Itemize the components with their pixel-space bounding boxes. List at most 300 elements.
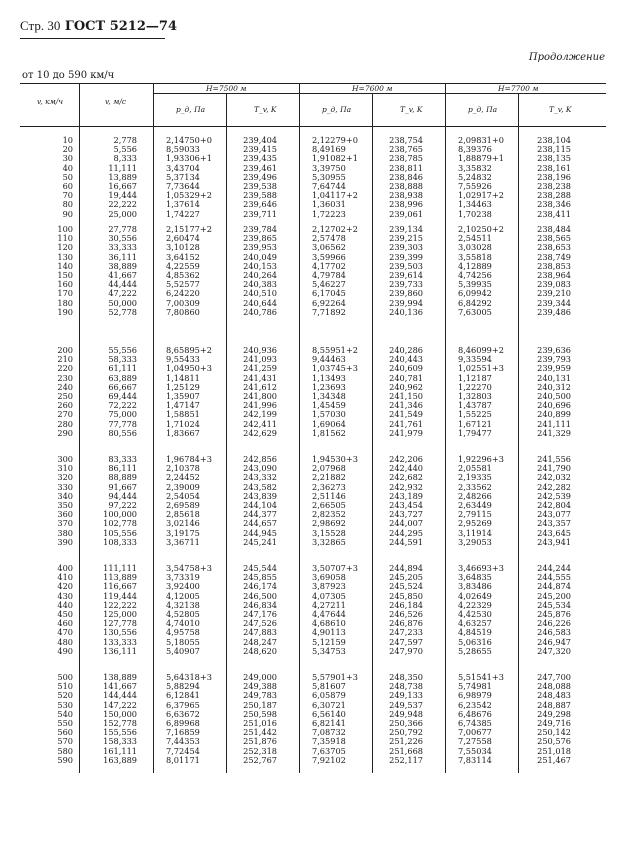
temp-cell-h7500: 241,259 [243,363,277,374]
speed-ms-cell: 77,778 [108,418,137,429]
pressure-cell-h7600: 3,50707+3 [312,563,358,573]
pressure-cell-h7500: 1,35907 [166,391,200,401]
temp-cell-h7600: 241,549 [389,409,423,420]
temp-cell-h7700: 239,344 [537,297,571,308]
pressure-cell-h7700: 3,55818 [458,251,492,262]
temp-cell-h7500: 242,629 [243,427,277,438]
temp-cell-h7700: 238,653 [537,242,571,253]
pressure-cell-h7700: 2,05581 [458,463,492,474]
pressure-cell-h7600: 1,13493 [312,372,346,383]
temp-cell-h7500: 246,834 [243,599,277,610]
pressure-cell-h7500: 3,73319 [166,572,200,583]
speed-ms-cell: 58,333 [108,354,137,365]
temp-cell-h7700: 241,790 [537,463,571,474]
temp-cell-h7500: 251,442 [243,727,277,738]
temp-cell-h7700: 250,142 [537,727,571,738]
pressure-cell-h7500: 7,16859 [166,727,200,738]
speed-ms-cell: 113,889 [103,572,137,583]
speed-kmh-cell: 430 [57,590,73,601]
pressure-cell-h7700: 5,28655 [458,645,492,656]
speed-ms-cell: 119,444 [103,590,137,601]
temp-cell-h7600: 240,286 [389,345,423,355]
temp-cell-h7700: 242,032 [537,472,571,483]
speed-ms-cell: 36,111 [108,251,137,262]
speed-kmh-cell: 490 [57,645,73,656]
pressure-cell-h7500: 5,88294 [166,681,200,692]
temp-cell-h7700: 245,534 [537,599,571,610]
temp-cell-h7600: 238,765 [389,144,423,155]
pressure-cell-h7600: 4,68610 [312,618,346,629]
range-note: от 10 до 590 км/ч [22,70,115,81]
temp-cell-h7600: 251,668 [389,745,423,756]
temp-cell-h7600: 243,189 [389,490,423,501]
temp-cell-h7600: 250,366 [389,718,423,728]
speed-kmh-cell: 240 [57,381,73,392]
temp-cell-h7500: 244,657 [243,518,277,529]
temp-cell-h7500: 239,865 [243,233,277,244]
speed-ms-cell: 97,222 [108,500,137,510]
temp-cell-h7700: 239,083 [537,279,571,290]
pressure-cell-h7500: 3,19175 [166,527,200,538]
temp-cell-h7700: 240,312 [537,381,571,392]
pressure-cell-h7700: 3,46693+3 [458,563,504,573]
speed-ms-cell: 19,444 [108,190,137,201]
pressure-cell-h7700: 1,43787 [458,400,492,411]
speed-kmh-cell: 130 [57,251,73,262]
temp-cell-h7700: 247,320 [537,645,571,656]
pressure-cell-h7500: 7,73644 [166,181,200,191]
temp-cell-h7600: 239,134 [389,224,423,234]
speed-ms-cell: 161,111 [103,745,137,756]
pressure-cell-h7700: 5,39935 [458,279,492,290]
pressure-cell-h7700: 3,03028 [458,242,492,253]
temp-cell-h7500: 250,187 [243,699,277,710]
pressure-cell-h7700: 1,02917+2 [458,190,504,201]
temp-cell-h7700: 248,483 [537,690,571,701]
pressure-cell-h7600: 6,82141 [312,718,346,728]
temp-cell-h7700: 244,244 [537,563,571,573]
temp-cell-h7500: 240,383 [243,279,277,290]
speed-kmh-cell: 70 [62,190,73,201]
pressure-cell-h7700: 5,24832 [458,171,492,182]
speed-kmh-cell: 580 [57,745,73,756]
speed-kmh-cell: 10 [62,135,73,145]
speed-kmh-cell: 510 [57,681,73,692]
pressure-cell-h7700: 1,88879+1 [458,153,504,164]
temp-cell-h7500: 239,496 [243,171,277,182]
pressure-cell-h7700: 1,32803 [458,391,492,401]
pressure-cell-h7600: 3,15528 [312,527,346,538]
speed-kmh-cell: 110 [57,233,73,244]
pressure-cell-h7600: 1,69064 [312,418,346,429]
pressure-cell-h7500: 3,54758+3 [166,563,212,573]
speed-ms-cell: 27,778 [108,224,137,234]
temp-cell-h7600: 248,738 [389,681,423,692]
speed-ms-header: v, м/с [105,97,127,106]
pressure-cell-h7500: 3,36711 [166,536,200,547]
pressure-cell-h7600: 4,17702 [312,260,346,271]
temp-cell-h7700: 239,486 [537,306,571,317]
pressure-cell-h7600: 4,47644 [312,609,346,619]
pressure-cell-h7600: 7,64744 [312,181,346,191]
column-divider [299,83,300,773]
pressure-cell-h7700: 4,74256 [458,270,492,280]
temp-cell-h7600: 238,846 [389,171,423,182]
pressure-cell-h7600: 4,79784 [312,270,346,280]
column-divider [79,83,80,773]
speed-ms-cell: 122,222 [103,599,137,610]
pressure-cell-h7700: 1,70238 [458,208,492,219]
pressure-cell-h7500: 1,25129 [166,381,200,392]
pressure-cell-h7700: 1,12187 [458,372,492,383]
temp-cell-h7700: 239,210 [537,288,571,299]
temp-cell-h7500: 241,800 [243,391,277,401]
speed-kmh-cell: 290 [57,427,73,438]
temp-cell-h7600: 238,888 [389,181,423,191]
speed-kmh-cell: 370 [57,518,73,529]
page-number: Стр. 30 [20,18,61,33]
pressure-cell-h7600: 1,23693 [312,381,346,392]
pressure-cell-h7700: 4,12889 [458,260,492,271]
temp-cell-h7500: 240,786 [243,306,277,317]
temp-cell-h7700: 238,853 [537,260,571,271]
speed-kmh-cell: 440 [57,599,73,610]
pressure-cell-h7500: 1,47147 [166,400,200,411]
pressure-cell-h7500: 3,10128 [166,242,200,253]
speed-kmh-cell: 50 [62,171,73,182]
temp-cell-h7600: 249,537 [389,699,423,710]
temp-cell-h7600: 244,007 [389,518,423,529]
temp-cell-h7600: 242,932 [389,481,423,492]
speed-ms-cell: 44,444 [108,279,137,290]
pressure-cell-h7700: 5,51541+3 [458,672,504,682]
pressure-header-1: p_д, Па [176,105,206,114]
temp-cell-h7700: 243,357 [537,518,571,529]
pressure-cell-h7500: 5,18055 [166,636,200,647]
pressure-cell-h7700: 6,74385 [458,718,492,728]
pressure-cell-h7700: 8,39376 [458,144,492,155]
temp-cell-h7600: 240,962 [389,381,423,392]
speed-kmh-cell: 320 [57,472,73,483]
pressure-cell-h7600: 1,45459 [312,400,346,411]
speed-ms-cell: 2,778 [113,135,137,145]
temp-cell-h7500: 239,588 [243,190,277,201]
speed-ms-cell: 47,222 [108,288,137,299]
temp-cell-h7500: 247,526 [243,618,277,629]
speed-kmh-cell: 30 [62,153,73,164]
pressure-cell-h7500: 5,37134 [166,171,200,182]
temp-cell-h7700: 238,565 [537,233,571,244]
speed-kmh-cell: 390 [57,536,73,547]
pressure-cell-h7600: 2,07968 [312,463,346,474]
pressure-cell-h7500: 1,71024 [166,418,200,429]
pressure-cell-h7700: 6,98979 [458,690,492,701]
speed-ms-cell: 100,000 [103,509,137,520]
temp-cell-h7700: 242,282 [537,481,571,492]
speed-ms-cell: 69,444 [108,391,137,401]
pressure-cell-h7700: 2,10250+2 [458,224,504,234]
temp-cell-h7700: 239,793 [537,354,571,365]
speed-kmh-cell: 210 [57,354,73,365]
altitude-header-rule [153,93,606,94]
pressure-cell-h7500: 3,92400 [166,581,200,592]
temp-cell-h7700: 240,899 [537,409,571,420]
temp-cell-h7500: 239,711 [243,208,277,219]
pressure-cell-h7700: 2,79115 [458,509,492,520]
speed-kmh-cell: 360 [57,509,73,520]
speed-kmh-cell: 560 [57,727,73,738]
temp-cell-h7500: 247,883 [243,627,277,638]
speed-ms-cell: 8,333 [113,153,137,164]
altitude-header-3: H=7700 м [498,84,539,93]
continuation-label: Продолжение [528,52,605,63]
speed-ms-cell: 11,111 [108,162,137,173]
speed-ms-cell: 130,556 [103,627,137,638]
temp-cell-h7600: 244,295 [389,527,423,538]
pressure-cell-h7700: 4,02649 [458,590,492,601]
temp-cell-h7600: 241,346 [389,400,423,411]
temp-cell-h7600: 246,526 [389,609,423,619]
temp-cell-h7600: 251,226 [389,736,423,747]
temp-cell-h7500: 250,598 [243,708,277,719]
altitude-header-2: H=7600 м [352,84,393,93]
pressure-cell-h7500: 1,05329+2 [166,190,212,201]
temp-cell-h7700: 239,959 [537,363,571,374]
speed-ms-cell: 63,889 [108,372,137,383]
pressure-cell-h7600: 1,81562 [312,427,346,438]
speed-kmh-cell: 350 [57,500,73,510]
pressure-cell-h7600: 1,91082+1 [312,153,358,164]
temp-cell-h7600: 239,215 [389,233,423,244]
pressure-cell-h7500: 6,63672 [166,708,200,719]
temp-cell-h7600: 248,350 [389,672,423,682]
temp-cell-h7500: 246,174 [243,581,277,592]
pressure-cell-h7500: 5,64318+3 [166,672,212,682]
pressure-cell-h7600: 8,55951+2 [312,345,358,355]
speed-ms-cell: 152,778 [103,718,137,728]
temp-cell-h7500: 243,839 [243,490,277,501]
pressure-cell-h7500: 2,39009 [166,481,200,492]
speed-ms-cell: 127,778 [103,618,137,629]
pressure-cell-h7700: 2,33562 [458,481,492,492]
temp-cell-h7600: 250,792 [389,727,423,738]
temp-cell-h7700: 247,700 [537,672,571,682]
speed-kmh-cell: 280 [57,418,73,429]
temp-cell-h7700: 246,583 [537,627,571,638]
temp-cell-h7600: 240,136 [389,306,423,317]
pressure-cell-h7600: 3,69058 [312,572,346,583]
temp-cell-h7500: 239,435 [243,153,277,164]
pressure-cell-h7600: 4,27211 [312,599,346,610]
temp-cell-h7500: 241,612 [243,381,277,392]
speed-ms-cell: 138,889 [103,672,137,682]
speed-kmh-cell: 340 [57,490,73,501]
temp-cell-h7700: 238,288 [537,190,571,201]
temp-cell-h7700: 238,749 [537,251,571,262]
pressure-cell-h7500: 4,32138 [166,599,200,610]
speed-ms-cell: 102,778 [103,518,137,529]
temp-cell-h7700: 249,716 [537,718,571,728]
pressure-cell-h7700: 1,55225 [458,409,492,420]
speed-kmh-cell: 460 [57,618,73,629]
temp-cell-h7700: 241,329 [537,427,571,438]
temp-cell-h7500: 240,264 [243,270,277,280]
temp-cell-h7600: 243,727 [389,509,423,520]
temp-cell-h7700: 240,500 [537,391,571,401]
speed-kmh-cell: 590 [57,754,73,765]
speed-ms-cell: 66,667 [108,381,137,392]
speed-ms-cell: 133,333 [103,636,137,647]
pressure-cell-h7500: 6,12841 [166,690,200,701]
speed-ms-cell: 13,889 [108,171,137,182]
temp-cell-h7700: 244,555 [537,572,571,583]
temp-cell-h7600: 244,591 [389,536,423,547]
pressure-cell-h7500: 6,24220 [166,288,200,299]
column-divider [153,83,154,773]
temp-cell-h7600: 239,503 [389,260,423,271]
speed-ms-cell: 158,333 [103,736,137,747]
temp-cell-h7700: 242,804 [537,500,571,510]
speed-kmh-cell: 200 [57,345,73,355]
speed-ms-cell: 116,667 [103,581,137,592]
temp-cell-h7600: 247,970 [389,645,423,656]
speed-ms-cell: 150,000 [103,708,137,719]
pressure-cell-h7500: 4,22559 [166,260,200,271]
pressure-cell-h7500: 2,60474 [166,233,200,244]
temp-cell-h7700: 251,467 [537,754,571,765]
speed-kmh-cell: 330 [57,481,73,492]
temp-cell-h7500: 246,500 [243,590,277,601]
temp-cell-h7600: 238,785 [389,153,423,164]
temp-cell-h7500: 241,996 [243,400,277,411]
pressure-cell-h7500: 1,58851 [166,409,200,420]
pressure-cell-h7500: 7,00309 [166,297,200,308]
temp-cell-h7600: 247,597 [389,636,423,647]
pressure-cell-h7500: 6,37965 [166,699,200,710]
temp-cell-h7700: 243,077 [537,509,571,520]
pressure-cell-h7700: 6,09942 [458,288,492,299]
speed-kmh-cell: 120 [57,242,73,253]
pressure-cell-h7600: 3,39750 [312,162,346,173]
speed-kmh-cell: 470 [57,627,73,638]
speed-kmh-cell: 60 [62,181,73,191]
pressure-cell-h7600: 8,49169 [312,144,346,155]
temp-cell-h7500: 247,176 [243,609,277,619]
pressure-cell-h7600: 2,12702+2 [312,224,358,234]
pressure-cell-h7500: 9,55433 [166,354,200,365]
temp-cell-h7500: 239,461 [243,162,277,173]
standard-code: ГОСТ 5212—74 [64,19,177,34]
temp-cell-h7700: 244,874 [537,581,571,592]
pressure-cell-h7500: 1,74227 [166,208,200,219]
speed-kmh-header: v, км/ч [37,97,64,106]
pressure-cell-h7500: 2,15177+2 [166,224,212,234]
temp-cell-h7500: 240,510 [243,288,277,299]
temp-cell-h7600: 246,184 [389,599,423,610]
speed-kmh-cell: 220 [57,363,73,374]
pressure-cell-h7600: 4,07305 [312,590,346,601]
temp-cell-h7600: 239,994 [389,297,423,308]
pressure-cell-h7700: 6,23542 [458,699,492,710]
temp-cell-h7700: 249,298 [537,708,571,719]
speed-ms-cell: 33,333 [108,242,137,253]
pressure-cell-h7500: 7,72454 [166,745,200,756]
pressure-cell-h7500: 2,10378 [166,463,200,474]
temp-cell-h7500: 244,104 [243,500,277,510]
temp-cell-h7500: 245,544 [243,563,277,573]
temp-cell-h7600: 245,524 [389,581,423,592]
pressure-cell-h7500: 8,01171 [166,754,200,765]
temp-cell-h7600: 239,399 [389,251,423,262]
pressure-cell-h7700: 2,63449 [458,500,492,510]
pressure-cell-h7700: 8,46099+2 [458,345,504,355]
pressure-cell-h7500: 4,52805 [166,609,200,619]
temp-cell-h7700: 243,645 [537,527,571,538]
temp-cell-h7500: 239,646 [243,199,277,210]
pressure-cell-h7600: 3,87923 [312,581,346,592]
speed-ms-cell: 5,556 [113,144,137,155]
pressure-header-2: p_д, Па [322,105,352,114]
pressure-cell-h7600: 4,90113 [312,627,346,638]
speed-kmh-cell: 260 [57,400,73,411]
temp-cell-h7700: 238,964 [537,270,571,280]
speed-ms-cell: 61,111 [108,363,137,374]
temp-cell-h7600: 239,303 [389,242,423,253]
speed-ms-cell: 155,556 [103,727,137,738]
temp-cell-h7600: 241,979 [389,427,423,438]
pressure-cell-h7500: 2,54054 [166,490,200,501]
temp-cell-h7600: 243,454 [389,500,423,510]
temp-cell-h7700: 240,696 [537,400,571,411]
pressure-cell-h7600: 2,12279+0 [312,135,358,145]
pressure-cell-h7500: 3,64152 [166,251,200,262]
pressure-cell-h7700: 3,64835 [458,572,492,583]
pressure-cell-h7600: 7,71892 [312,306,346,317]
pressure-cell-h7600: 7,92102 [312,754,346,765]
temp-cell-h7500: 240,936 [243,345,277,355]
temp-cell-h7700: 242,539 [537,490,571,501]
speed-kmh-cell: 310 [57,463,73,474]
pressure-cell-h7600: 7,35918 [312,736,346,747]
pressure-cell-h7700: 7,00677 [458,727,492,738]
temp-cell-h7500: 241,431 [243,372,277,383]
speed-ms-cell: 88,889 [108,472,137,483]
temp-cell-h7500: 242,199 [243,409,277,420]
pressure-cell-h7500: 2,24452 [166,472,200,483]
pressure-cell-h7700: 2,09831+0 [458,135,504,145]
column-divider [372,93,373,773]
pressure-cell-h7500: 2,69589 [166,500,200,510]
speed-ms-cell: 111,111 [103,563,137,573]
pressure-header-3: p_д, Па [468,105,498,114]
pressure-cell-h7600: 3,06562 [312,242,346,253]
pressure-cell-h7700: 1,92296+3 [458,454,504,464]
altitude-header-1: H=7500 м [206,84,247,93]
temp-cell-h7700: 245,200 [537,590,571,601]
speed-kmh-cell: 90 [62,208,73,219]
temp-cell-h7700: 245,876 [537,609,571,619]
speed-ms-cell: 125,000 [103,609,137,619]
pressure-cell-h7700: 7,63005 [458,306,492,317]
temp-cell-h7700: 238,135 [537,153,571,164]
speed-kmh-cell: 150 [57,270,73,280]
pressure-cell-h7600: 2,66505 [312,500,346,510]
temp-cell-h7600: 247,233 [389,627,423,638]
temp-cell-h7700: 238,411 [537,208,571,219]
temp-cell-h7500: 252,767 [243,754,277,765]
speed-kmh-cell: 80 [62,199,73,210]
pressure-cell-h7600: 1,04117+2 [312,190,358,201]
